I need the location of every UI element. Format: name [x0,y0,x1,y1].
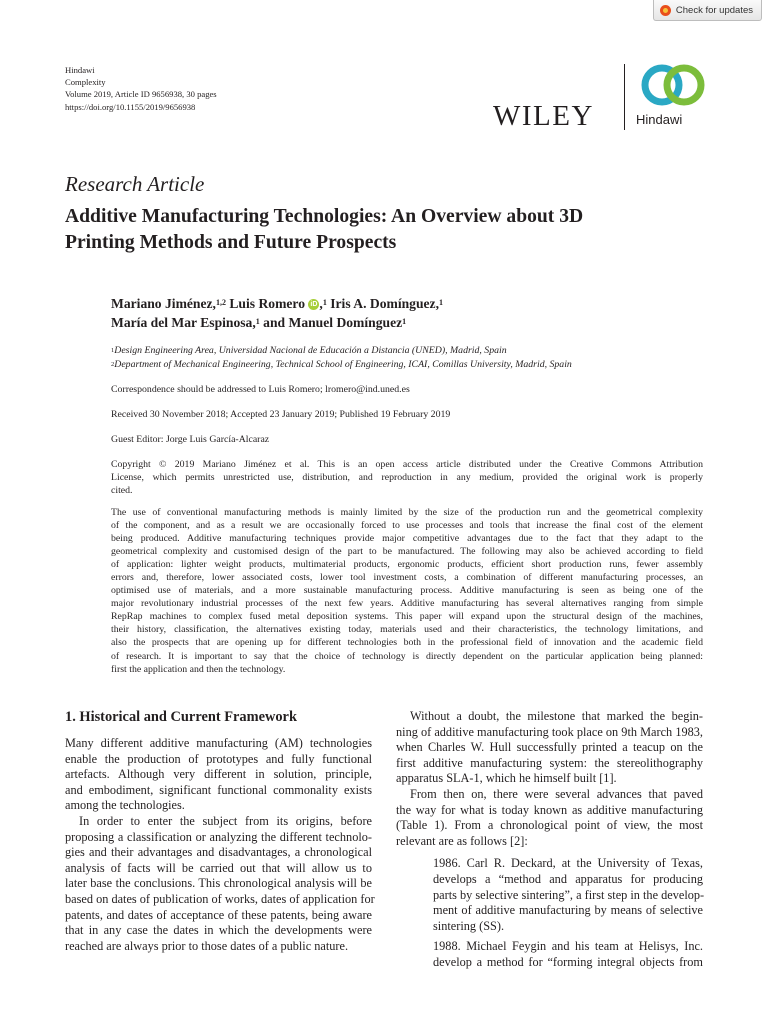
publisher-line: Hindawi [65,65,95,75]
check-updates-label: Check for updates [675,4,753,16]
timeline-entry-1988 [396,939,703,970]
abstract-line: errors and, therefore, lower associated costs, lower tool investment costs, a combination of different manufacturing processes, an [111,572,703,584]
title-line: Additive Manufacturing Technologies: An Overview about 3D [65,206,584,227]
author-affil-sup: 1 [438,298,443,307]
author-affil-sup: 1 [402,317,407,326]
doi-link[interactable]: https://doi.org/10.1155/2019/9656938 [65,101,196,112]
abstract-line: geometrical complexity and customised design of the part to be manufactured. The following may also be achieved according to field [111,546,703,558]
text-line: ning of additive manufacturing took place on 9th March 1983, [396,724,703,739]
text-line: 1988. Michael Feygin and his team at Helisys, Inc. [433,939,703,954]
abstract-line: of the component, and as a result we are occasionally forced to use processes and tools that increase the final cost of the element [111,520,703,532]
article-type: Research Article [65,172,205,196]
text-line: proposing a classification or analyzing the different technolo- [65,829,372,844]
check-updates-icon [660,5,671,16]
text-line: develop a method for “forming integral objects from [433,954,703,969]
affiliation-sup: 2 [111,361,115,368]
journal-name: Complexity [65,77,106,88]
correspondence: Correspondence should be addressed to Luis Romero; lromero@ind.uned.es [111,384,410,395]
author-name[interactable]: María del Mar Espinosa, [111,315,256,330]
abstract-line: The use of conventional manufacturing methods is mainly limited by the size of the production run and the geometrical complexity [111,507,703,518]
abstract-line: of research. It is important to say that the choice of technology is directly dependent on the particular application being planned: [111,650,703,662]
text-line: enable the production of prototypes and fully functional [65,751,372,766]
author-affil-sup: 1 [322,298,327,307]
author-affil-sup: 1,2 [215,298,226,307]
paragraph [65,813,375,954]
author-name[interactable]: Iris A. Domínguez, [330,296,439,311]
title-line: Printing Methods and Future Prospects [65,231,397,253]
check-for-updates-button[interactable] [653,0,762,21]
orcid-icon[interactable]: iD [310,301,318,309]
publication-dates: Received 30 November 2018; Accepted 23 January 2019; Published 19 February 2019 [111,409,451,420]
text-line: based on dates of publication of works, dates of application for [65,891,375,906]
abstract-line: being produced. Additive manufacturing techniques provide major competitive advantages due to the fact that they adapt to the [111,533,703,545]
text-line: first additive manufacturing system: the stereolithography [396,755,703,770]
text-line: relevant are as follows [2]: [396,833,528,848]
text-line: In order to enter the subject from its origins, before [79,813,372,828]
text-line: (Table 1). From a chronological point of view, the most [396,818,703,833]
abstract-line: their history, classification, the alternatives existing today, materials used and their characteristics, the technology limitations, and [111,624,703,636]
abstract-line: of application: lighter weight products, multimaterial products, ergonomic products, efficient short production runs, fewer assembly [111,559,703,571]
text-line: develops a “method and apparatus for producing [433,871,703,886]
section-heading: 1. Historical and Current Framework [65,709,297,725]
author-affil-sup: 1 [255,317,260,326]
abstract [111,506,703,676]
abstract-line: RepRap machines to complex fused metal deposition systems. This paper will expand upon the structural design of the machines, [111,611,703,623]
text-line: that in any case the dates in which the developments were [65,923,372,938]
text-line: later base the conclusions. This chronological analysis will be [65,876,372,891]
logo-divider [624,64,625,130]
paragraph [396,709,703,787]
hindawi-logo-icon [638,62,708,108]
copyright-notice [111,458,703,497]
text-line: analysis of facts will be carried out that will allow us to [65,860,372,875]
paragraph [396,787,703,849]
text-line: among the technologies. [65,798,185,813]
text-line: patents, and dates of acceptance of these patents, being aware [65,907,372,922]
abstract-line: also the prospects that are opening up for different technologies both in the professional field of innovation and the academic field [111,637,703,649]
text-line: the way for what is today known as additive manufacturing [396,802,703,817]
text-line: reached are always prior to those dates of a public nature. [65,938,349,953]
text-line: artefacts. Although very different in solution, principle, [65,767,372,782]
text-line: and embodiment, significant functional commonality exists [65,782,372,797]
timeline-entry-1986 [396,856,703,934]
abstract-line: first the application and then the technology. [111,663,286,675]
author-list: Mariano Jiménez,$^{1,2}$ Luis Romero iD ,$^1$ Iris A. Domínguez,$^1$ María del Mar Espinosa,$^1$ and Manuel Domínguez$^1$ [111,296,443,330]
text-line: when Charles W. Hull successfully printed a teacup on the [396,740,703,755]
text-line: 1986. Carl R. Deckard, at the University of Texas, [433,856,703,871]
affiliations [111,344,572,372]
wiley-logo: WILEY [493,100,594,132]
text-line: parts by selective sintering”, a first step in the develop- [433,887,705,902]
affiliation-sup: 1 [111,347,115,354]
volume-line: Volume 2019, Article ID 9656938, 30 pages [65,89,217,100]
hindawi-wordmark: Hindawi [636,112,683,127]
affiliation [111,344,572,358]
copyright-line: Copyright © 2019 Mariano Jiménez et al. This is an open access article distributed under the Creative Commons Attribution [111,459,703,470]
text-line: gies and their advantages and disadvantages, a chronological [65,845,372,860]
abstract-line: optimised use of materials, and a more sustainable manufacturing process. Additive manufacturing is seen as being one of the [111,585,703,597]
paragraph [65,736,372,814]
copyright-line: cited. [111,485,133,497]
text-line: apparatus SLA-1, which he himself built [1]. [396,771,617,786]
text-line: From then on, there were several advances that paved [410,786,703,801]
text-line: ment of additive manufacturing by means of selective [433,903,703,918]
journal-meta [65,64,217,113]
text-line: sintering (SS). [433,918,505,933]
text-line: Many different additive manufacturing (AM) technologies [65,736,372,750]
author-name[interactable]: Luis Romero [229,296,306,311]
guest-editor: Guest Editor: Jorge Luis García-Alcaraz [111,434,270,445]
affiliation-text: Department of Mechanical Engineering, Technical School of Engineering, ICAI, Comillas University, Madrid, Spain [114,359,572,370]
affiliation-text: Design Engineering Area, Universidad Nacional de Educación a Distancia (UNED), Madrid, Spain [114,345,507,356]
author-name[interactable]: Mariano Jiménez, [111,296,216,311]
right-column [396,709,703,971]
text-line: Without a doubt, the milestone that marked the begin- [410,709,703,723]
paper-title [65,204,705,255]
copyright-line: License, which permits unrestricted use, distribution, and reproduction in any medium, provided the original work is properly [111,472,703,484]
affiliation [111,358,572,372]
abstract-line: major revolutionary industrial processes of the next few years. Additive manufacturing has several alternatives ranging from simple [111,598,703,610]
left-column [65,708,375,954]
author-name[interactable]: and Manuel Domínguez [263,315,403,330]
